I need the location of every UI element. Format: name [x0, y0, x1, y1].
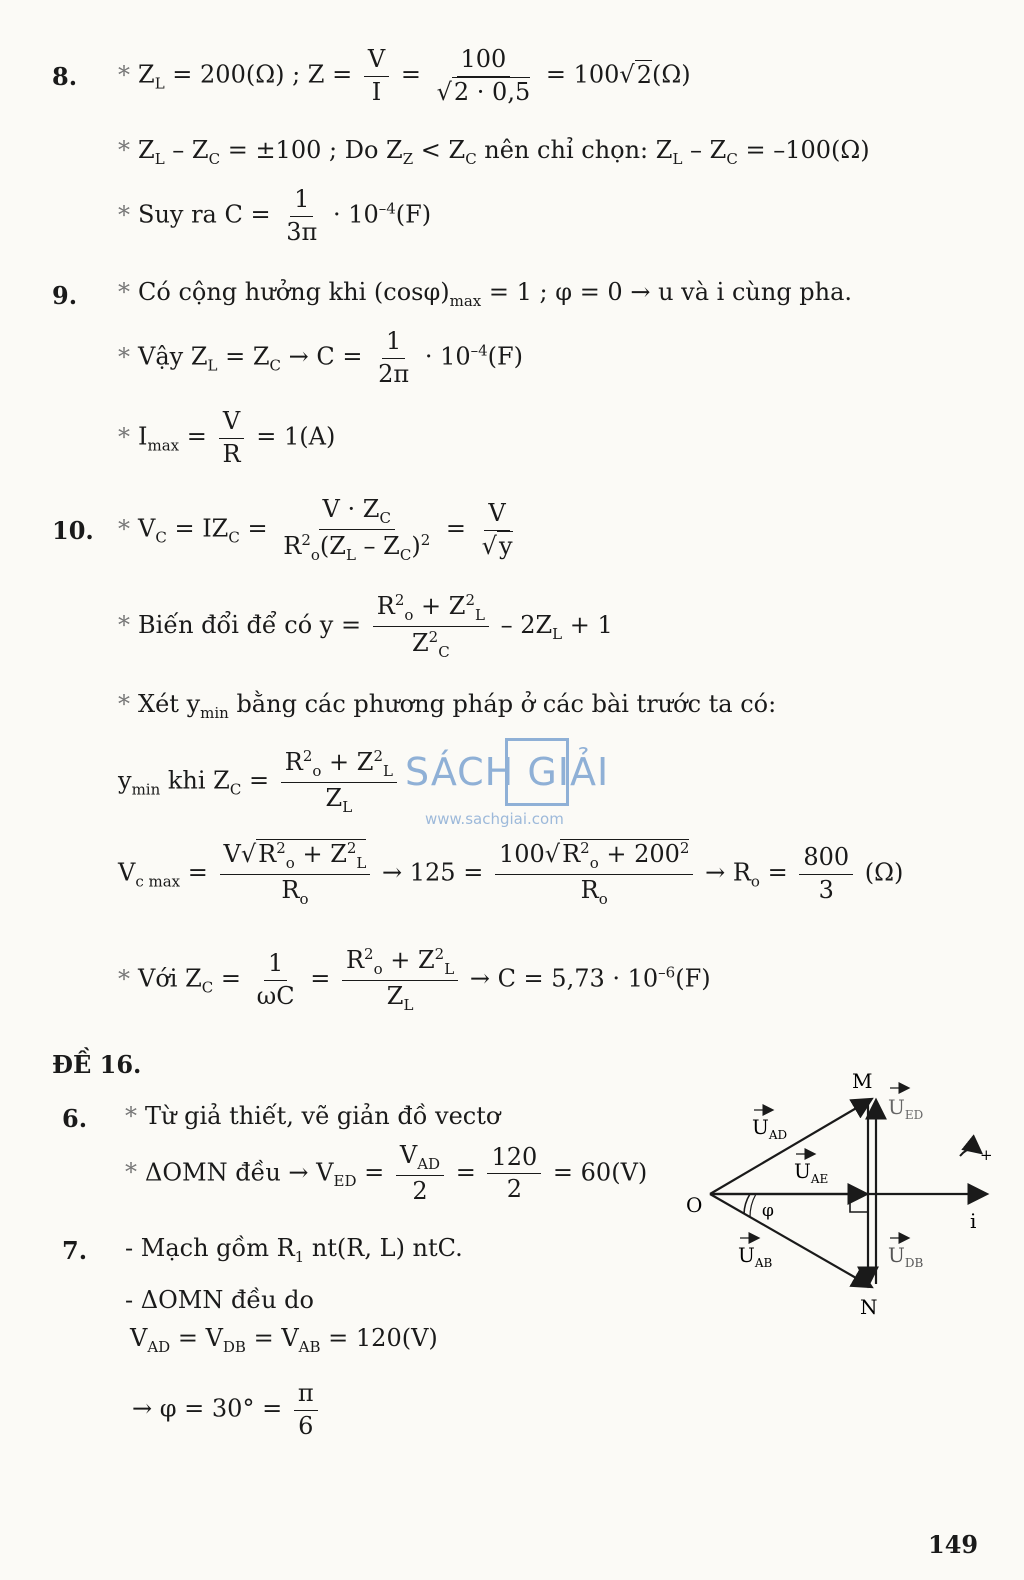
p8-line-1: * $Z_L = 200(\Omega)$ ; Z = $\frac{V}{I}$ = $\frac{100}{√2 \cdot 0,5}$ = 100√2(Ω) [118, 45, 691, 106]
p9-line-2: * Vậy $Z_L = Z_C \to C$ = $\frac{1}{2\pi}$ · $10^{-4}(F)$ [118, 327, 524, 388]
vector-u-ad [710, 1100, 870, 1194]
p10-line-4: $y_{min}$ khi $Z_C$ = $\frac{R^2_o + Z^2_L}{Z_L}$ [118, 748, 401, 816]
label-u-ab [738, 1238, 773, 1270]
p7-line-1: - Mạch gồm $R_1$ nt(R, L) ntC. [125, 1234, 463, 1266]
page-number: 149 [928, 1530, 979, 1559]
label-u-ed [888, 1088, 923, 1122]
label-u-ad [752, 1110, 787, 1142]
phi-arc-2 [750, 1194, 756, 1218]
problem-number: 7. [62, 1236, 88, 1265]
problem-number: 6. [62, 1104, 88, 1133]
vector-u-ab [710, 1194, 870, 1286]
p7-line-3: $V_{AD} = V_{DB} = V_{AB} = 120(V)$ [130, 1324, 438, 1356]
p6-line-2: * ΔOMN đều → $V_{ED}$ = $\frac{V_{AD}}{2}$ = $\frac{120}{2}$ = 60(V) [125, 1141, 648, 1206]
problem-number: 8. [52, 62, 78, 91]
label-m: M [852, 1069, 873, 1093]
watermark-brand: SÁCH GIẢI [405, 750, 610, 794]
vector-diagram [680, 1064, 1000, 1324]
rotation-arrow [960, 1149, 980, 1156]
p10-line-5: $V_{c max}$ = $\frac{V√R^2_o + Z^2_L}{R_o}$ → 125 = $\frac{100√R^2_o + 200^2}{R_o}$ → $R_o$ = $\frac{800}{3}$ (Ω) [118, 839, 904, 908]
svg-text:UAD: $U_{AD}$ [752, 1115, 788, 1142]
p7-line-2: - ΔOMN đều do [125, 1286, 314, 1314]
svg-text:UDB: $U_{DB}$ [888, 1243, 924, 1270]
p8-line-2: * $Z_L - Z_C = \pm 100$ ; Do $Z_Z < Z_C$ nên chỉ chọn: $Z_L - Z_C = -100(\Omega)$ [118, 136, 870, 168]
p9-line-1: * Có cộng hưởng khi $(\cos\varphi)_{max} = 1$ ; φ = 0 → u và i cùng pha. [118, 278, 853, 310]
p10-line-2: * Biến đổi để có y = $\frac{R^2_o + Z^2_L}{Z^2_C}$ – $2Z_L + 1$ [118, 591, 613, 661]
label-phi: φ [762, 1201, 774, 1221]
problem-number: 9. [52, 281, 78, 310]
p7-line-4: → φ = 30° = $\frac{\pi}{6}$ [132, 1380, 322, 1440]
p6-line-1: * Từ giả thiết, vẽ giản đồ vectơ [125, 1102, 501, 1130]
right-angle-mark [850, 1194, 868, 1212]
label-n: N [860, 1295, 878, 1319]
svg-text:UAB: $U_{AB}$ [738, 1243, 773, 1270]
label-plus: + [980, 1146, 993, 1164]
p10-line-1: * $V_C = IZ_C$ = $\frac{V \cdot Z_C}{R^2_o(Z_L - Z_C)^2}$ = $\frac{V}{√y}$ [118, 495, 513, 564]
watermark-logo [405, 738, 625, 838]
watermark-url: www.sachgiai.com [425, 810, 564, 828]
watermark-frame [505, 738, 569, 806]
label-i: i [970, 1209, 977, 1233]
problem-number: 10. [52, 516, 94, 545]
p10-line-6: * Với $Z_C$ = $\frac{1}{\omega C}$ = $\frac{R^2_o + Z^2_L}{Z_L}$ → $C = 5,73 \cdot 10^{-6}(F)$ [118, 945, 711, 1014]
p9-line-3: * $I_{max}$ = $\frac{V}{R}$ = 1(A) [118, 407, 336, 468]
svg-text:UED: $U_{ED}$ [888, 1095, 924, 1122]
svg-text:UAE: $U_{AE}$ [794, 1159, 829, 1186]
p8-line-3: * Suy ra C = $\frac{1}{3\pi}$ · $10^{-4}(F)$ [118, 185, 432, 246]
label-o: O [686, 1193, 703, 1217]
section-heading: ĐỀ 16. [52, 1050, 142, 1079]
phi-arc [744, 1194, 750, 1214]
label-u-db [888, 1238, 923, 1270]
p10-line-3: * Xét $y_{min}$ bằng các phương pháp ở các bài trước ta có: [118, 690, 777, 722]
label-u-ae [794, 1154, 828, 1186]
